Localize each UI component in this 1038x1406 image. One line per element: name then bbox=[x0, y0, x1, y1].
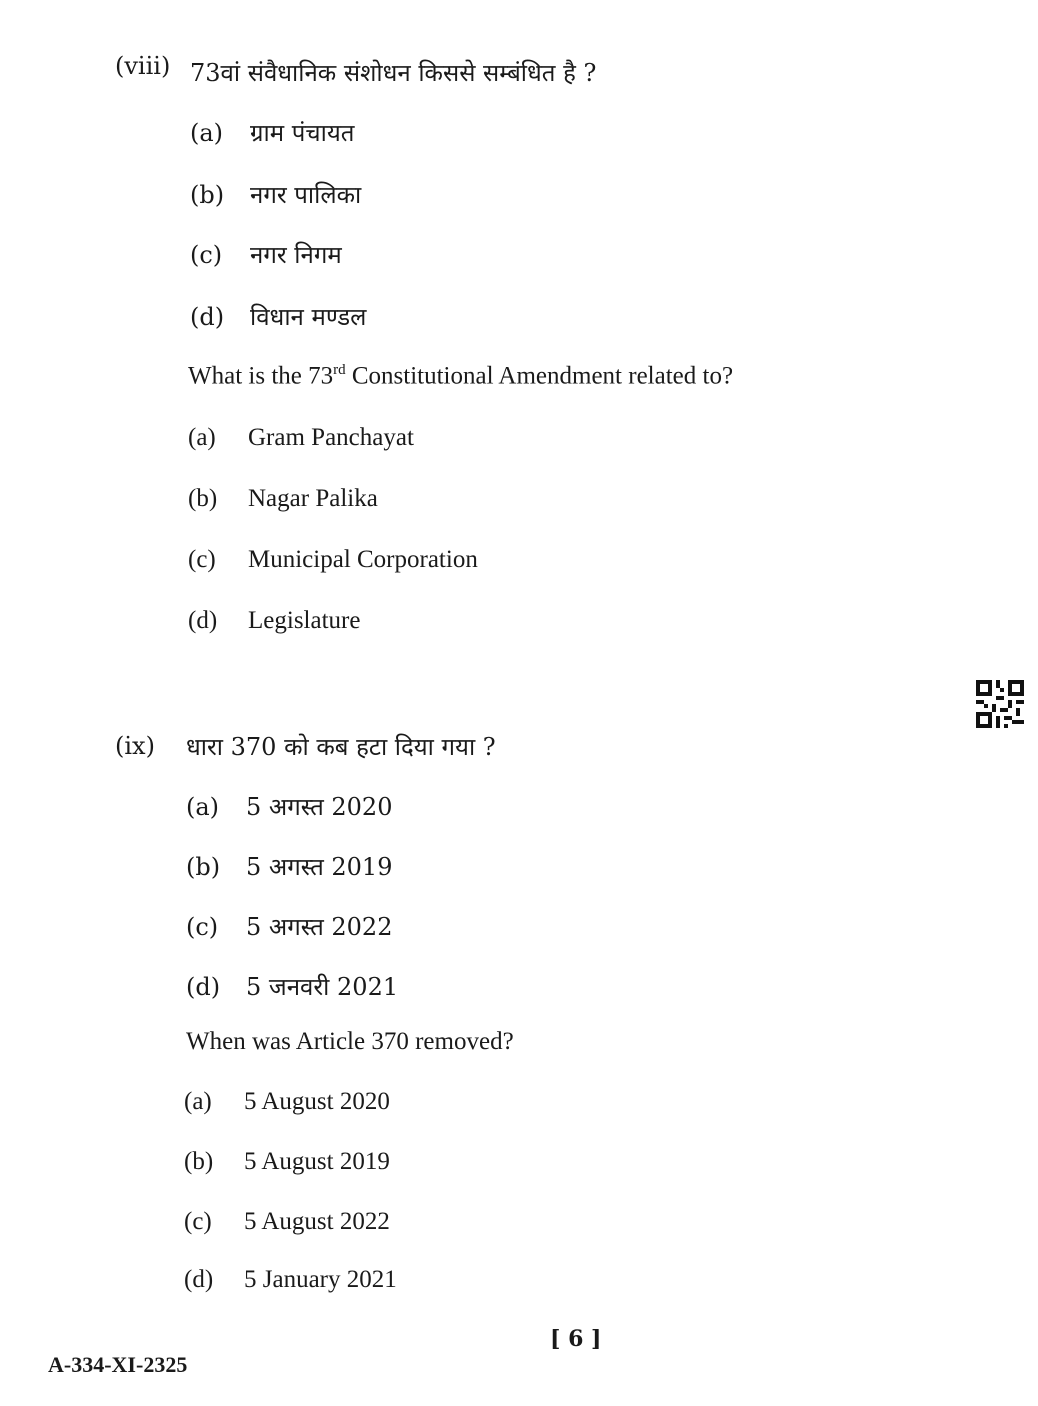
option-text: नगर निगम bbox=[250, 241, 342, 269]
option-label: (a) bbox=[184, 1088, 212, 1115]
option-label: (c) bbox=[190, 241, 223, 269]
option-hindi bbox=[186, 790, 392, 823]
option-label: (b) bbox=[190, 181, 225, 209]
option-text: 5 August 2020 bbox=[244, 1088, 390, 1115]
option-text: Municipal Corporation bbox=[248, 546, 478, 573]
option-hindi bbox=[186, 970, 398, 1003]
option-text: Legislature bbox=[248, 607, 361, 634]
option-text: ग्राम पंचायत bbox=[250, 119, 355, 147]
option-label: (d) bbox=[190, 303, 225, 331]
page-number: [ 6 ] bbox=[550, 1326, 602, 1352]
option-english bbox=[184, 1208, 390, 1236]
question-text-english: When was Article 370 removed? bbox=[186, 1028, 514, 1055]
option-english bbox=[184, 1148, 390, 1176]
option-text: Gram Panchayat bbox=[248, 424, 414, 451]
question-text-hindi: 73वां संवैधानिक संशोधन किससे सम्बंधित है ? bbox=[190, 59, 597, 87]
option-hindi bbox=[190, 116, 354, 149]
question-text-hindi: धारा 370 को कब हटा दिया गया ? bbox=[186, 733, 496, 761]
option-hindi bbox=[190, 178, 361, 211]
option-label: (a) bbox=[186, 793, 220, 821]
option-text: 5 अगस्त 2019 bbox=[246, 853, 393, 881]
option-text: 5 अगस्त 2020 bbox=[246, 793, 393, 821]
option-english bbox=[188, 485, 378, 513]
paper-code: A-334-XI-2325 bbox=[48, 1352, 188, 1377]
option-text: Nagar Palika bbox=[248, 485, 378, 512]
option-english bbox=[188, 607, 360, 635]
option-english bbox=[184, 1088, 390, 1116]
option-text: 5 January 2021 bbox=[244, 1266, 397, 1293]
option-text: 5 August 2019 bbox=[244, 1148, 390, 1175]
option-label: (b) bbox=[184, 1148, 214, 1175]
option-label: (c) bbox=[184, 1208, 212, 1235]
option-label: (b) bbox=[186, 853, 221, 881]
option-label: (d) bbox=[184, 1266, 214, 1293]
option-label: (c) bbox=[188, 546, 216, 573]
option-label: (d) bbox=[188, 607, 218, 634]
option-text: 5 August 2022 bbox=[244, 1208, 390, 1235]
option-label: (d) bbox=[186, 973, 221, 1001]
option-english bbox=[188, 546, 478, 574]
question-number: (viii) bbox=[115, 52, 171, 80]
option-label: (c) bbox=[186, 913, 219, 941]
option-hindi bbox=[186, 910, 392, 943]
option-hindi bbox=[186, 850, 392, 883]
option-hindi bbox=[190, 238, 342, 271]
question-number: (ix) bbox=[115, 732, 155, 760]
option-hindi bbox=[190, 300, 366, 333]
option-text: विधान मण्डल bbox=[250, 303, 367, 331]
option-english bbox=[188, 424, 414, 452]
qr-code-icon bbox=[976, 680, 1024, 728]
option-label: (a) bbox=[188, 424, 216, 451]
option-label: (a) bbox=[190, 119, 224, 147]
option-label: (b) bbox=[188, 485, 218, 512]
option-text: 5 जनवरी 2021 bbox=[246, 973, 399, 1001]
option-text: 5 अगस्त 2022 bbox=[246, 913, 393, 941]
question-text-english: What is the 73rd Constitutional Amendment related to? bbox=[188, 362, 734, 390]
option-text: नगर पालिका bbox=[250, 181, 362, 209]
ordinal-suffix: rd bbox=[333, 362, 346, 378]
option-english bbox=[184, 1266, 397, 1294]
